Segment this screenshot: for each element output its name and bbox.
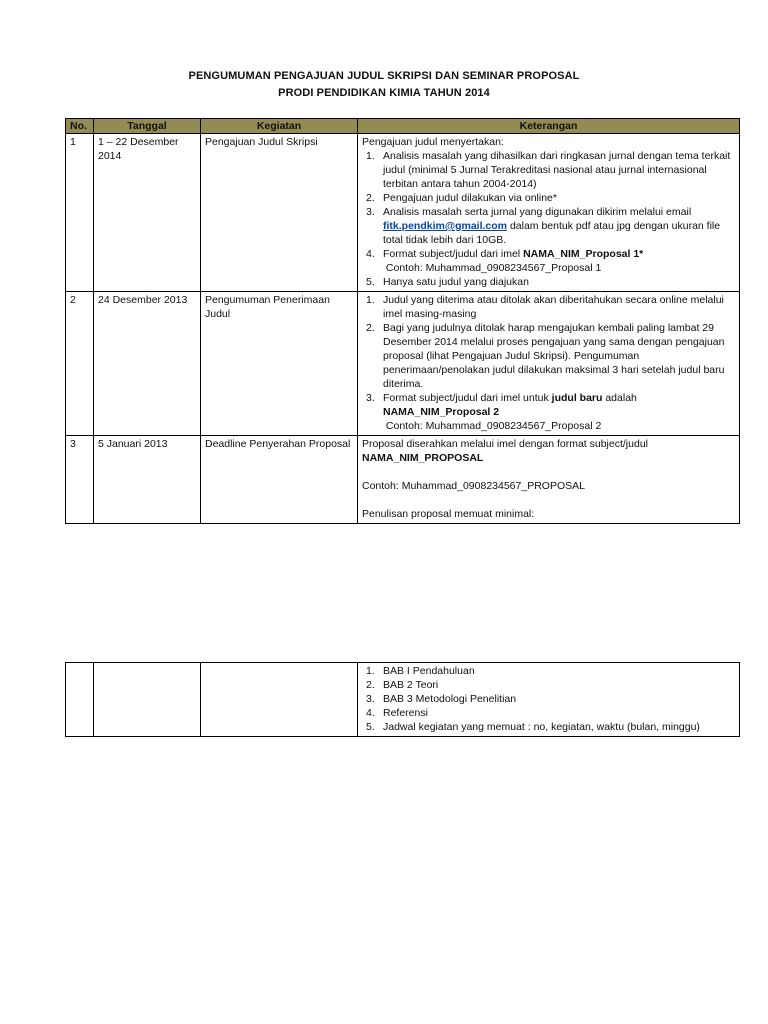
example-text: Contoh: Muhammad_0908234567_Proposal 1 <box>385 262 602 274</box>
list-item: 1. BAB I Pendahuluan <box>366 665 475 677</box>
notes-spacer <box>362 493 735 507</box>
header-kegiatan: Kegiatan <box>201 119 358 134</box>
list-item: 3. Analisis masalah serta jurnal yang digunakan dikirim melalui email fitk.pendkim@gmail.com dalam bentuk pdf atau jpg dengan ukuran file total tidak lebih dari 10GB. <box>366 206 721 246</box>
list-item: 1. Judul yang diterima atau ditolak akan diberitahukan secara online melalui imel masing-masing <box>366 294 724 320</box>
document-subtitle: PRODI PENDIDIKAN KIMIA TAHUN 2014 <box>278 87 490 99</box>
notes-spacer <box>362 465 735 479</box>
header-keterangan: Keterangan <box>358 119 740 134</box>
list-item: 5. Hanya satu judul yang diajukan <box>366 276 529 288</box>
row-date <box>94 663 201 737</box>
row-number: 2 <box>66 292 94 436</box>
row-activity <box>201 663 358 737</box>
notes-minimum: Penulisan proposal memuat minimal: <box>362 508 535 520</box>
notes-list <box>362 293 735 433</box>
table-row <box>66 292 740 436</box>
notes-list <box>362 275 735 289</box>
header-no: No. <box>66 119 94 134</box>
notes-list <box>362 149 735 261</box>
notes-list <box>362 664 735 734</box>
list-item: 2. Bagi yang judulnya ditolak harap mengajukan kembali paling lambat 29 Desember 2014 melalui proses pengajuan yang sama dengan pengajuan proposal (lihat Pengajuan Judul Skripsi). Pengumuman penerimaan/penolakan judul dilakukan maksimal 3 hari setelah judul baru diterima. <box>366 322 725 390</box>
row-activity: Pengumuman Penerimaan Judul <box>201 292 358 436</box>
row-activity: Deadline Penyerahan Proposal <box>201 436 358 524</box>
table-row <box>66 134 740 292</box>
row-date: 1 – 22 Desember 2014 <box>94 134 201 292</box>
list-item: 3. Format subject/judul dari imel untuk judul baru adalah NAMA_NIM_Proposal 2 Contoh: Muhammad_0908234567_Proposal 2 <box>366 392 637 432</box>
table-row <box>66 436 740 524</box>
table-row <box>66 663 740 737</box>
list-item: 4. Referensi <box>366 707 428 719</box>
list-item: 3. BAB 3 Metodologi Penelitian <box>366 693 517 705</box>
row-number: 3 <box>66 436 94 524</box>
list-item: 2. BAB 2 Teori <box>366 679 439 691</box>
document-title: PENGUMUMAN PENGAJUAN JUDUL SKRIPSI DAN SEMINAR PROPOSAL <box>188 70 580 82</box>
notes-line: Proposal diserahkan melalui imel dengan format subject/judul <box>362 438 648 450</box>
list-item: 2. Pengajuan judul dilakukan via online* <box>366 192 557 204</box>
row-notes <box>358 663 740 737</box>
list-item: 5. Jadwal kegiatan yang memuat : no, kegiatan, waktu (bulan, minggu) <box>366 721 700 733</box>
row-notes <box>358 292 740 436</box>
schedule-table <box>65 118 740 524</box>
email-link[interactable]: fitk.pendkim@gmail.com <box>383 220 508 232</box>
notes-intro: Pengajuan judul menyertakan: <box>362 136 504 148</box>
row-activity: Pengajuan Judul Skripsi <box>201 134 358 292</box>
row-notes <box>358 134 740 292</box>
table-header-row <box>66 119 740 134</box>
row-number <box>66 663 94 737</box>
row-notes <box>358 436 740 524</box>
schedule-table-continued <box>65 662 740 737</box>
header-tanggal: Tanggal <box>94 119 201 134</box>
row-number: 1 <box>66 134 94 292</box>
row-date: 24 Desember 2013 <box>94 292 201 436</box>
notes-format: NAMA_NIM_PROPOSAL <box>362 452 484 464</box>
row-date: 5 Januari 2013 <box>94 436 201 524</box>
notes-example: Contoh: Muhammad_0908234567_PROPOSAL <box>362 480 585 492</box>
list-item: 1. Analisis masalah yang dihasilkan dari ringkasan jurnal dengan tema terkait judul (minimal 5 Jurnal Terakreditasi nasional atau jurnal internasional terbitan antara tahun 2004-2014) <box>366 150 731 190</box>
list-item: 4. Format subject/judul dari imel NAMA_NIM_Proposal 1* <box>366 248 644 260</box>
